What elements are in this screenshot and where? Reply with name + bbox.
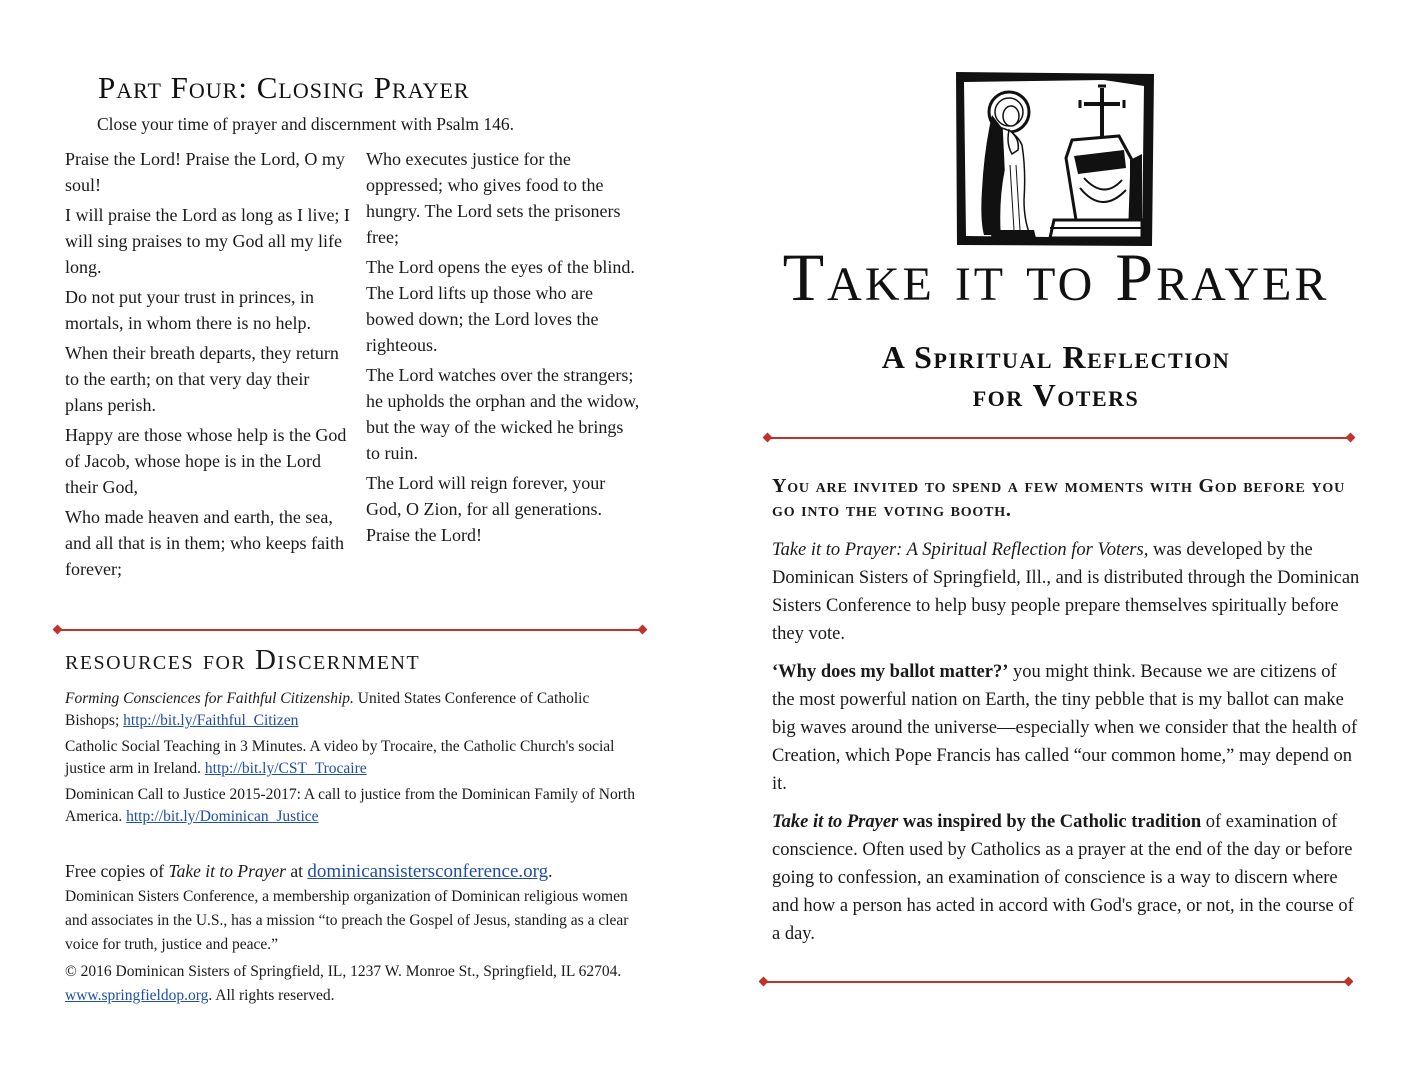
- closing-prayer-title: Part Four: Closing Prayer: [98, 70, 470, 105]
- psalm-verse: The Lord opens the eyes of the blind. The Lord lifts up those who are bowed down; the Lord loves the righteous.: [366, 257, 635, 355]
- psalm-verse: Praise the Lord! Praise the Lord, O my soul!: [65, 149, 345, 195]
- resource-link[interactable]: http://bit.ly/CST_Trocaire: [204, 760, 367, 777]
- closing-prayer-intro: Close your time of prayer and discernment with Psalm 146.: [97, 114, 515, 134]
- psalm-column-2: [366, 146, 641, 552]
- intro-paragraph-1: [772, 536, 1362, 648]
- right-panel: [704, 0, 1408, 1088]
- free-copies-period: .: [548, 861, 553, 881]
- psalm-verse: The Lord will reign forever, your God, O Zion, for all generations. Praise the Lord!: [366, 473, 606, 545]
- subtitle-line-1: A Spiritual Reflection: [881, 339, 1231, 375]
- resource-text: United States Conference of Catholic Bishops;: [65, 690, 590, 729]
- resource-item: [65, 736, 645, 780]
- free-copies-lead: Free copies of: [65, 861, 169, 881]
- psalm-verse: I will praise the Lord as long as I live; I will sing praises to my God all my life long.: [65, 205, 350, 277]
- resources-title: resources for Discernment: [65, 644, 421, 676]
- psalm-verse: Happy are those whose help is the God of Jacob, whose hope is in the Lord their God,: [65, 425, 347, 497]
- resource-link[interactable]: http://bit.ly/Dominican_Justice: [126, 808, 319, 825]
- subtitle: [704, 338, 1408, 414]
- free-copies-title: Take it to Prayer: [168, 861, 286, 881]
- resource-item: [65, 784, 645, 828]
- website-link[interactable]: www.springfieldop.org: [65, 987, 209, 1004]
- resource-link[interactable]: http://bit.ly/Faithful_Citizen: [123, 712, 299, 729]
- paragraph-text: you might think. Because we are citizens of the most powerful nation on Earth, the tiny pebble that is my ballot can make big waves around the universe—especially when we consider that the health of Creation, which Pope Francis has called “our common home,” may depend on it.: [772, 662, 1358, 794]
- subtitle-line-2: for Voters: [972, 377, 1140, 413]
- ballot-question: ‘Why does my ballot matter?’: [772, 662, 1009, 682]
- psalm-verse: Who made heaven and earth, the sea, and all that is in them; who keeps faith forever;: [65, 507, 344, 579]
- divider-rule: [768, 437, 1350, 439]
- psalm-column-1: [65, 146, 350, 586]
- psalm-verse: When their breath departs, they return to the earth; on that very day their plans perish.: [65, 343, 339, 415]
- psalm-verse: Do not put your trust in princes, in mortals, in whom there is no help.: [65, 287, 314, 333]
- paragraph-text: of examination of conscience. Often used by Catholics as a prayer at the end of the day or before going to confession, an examination of conscience is a way to discern where and how a person has acted in accord with God's grace, or not, in the course of a day.: [772, 812, 1354, 944]
- divider-rule: [764, 981, 1348, 983]
- psalm-verse: The Lord watches over the strangers; he upholds the orphan and the widow, but the way of the wicked he brings to ruin.: [366, 365, 640, 463]
- paragraph-text: was developed by the Dominican Sisters of Springfield, Ill., and is distributed through the Dominican Sisters Conference to help busy people prepare themselves spiritually before they vote.: [772, 540, 1360, 644]
- conference-link[interactable]: dominicansistersconference.org: [307, 861, 549, 882]
- booklet-title: Take it to Prayer: A Spiritual Reflection for Voters,: [772, 540, 1149, 560]
- resource-text: Dominican Call to Justice 2015-2017: A call to justice from the Dominican Family of North America.: [65, 786, 635, 825]
- intro-body: [772, 536, 1362, 958]
- divider-rule: [58, 629, 642, 631]
- inspiration-text: was inspired by the Catholic tradition: [898, 812, 1202, 832]
- resource-text: Catholic Social Teaching in 3 Minutes. A video by Trocaire, the Catholic Church's social justice arm in Ireland.: [65, 738, 615, 777]
- invitation-text: You are invited to spend a few moments with God before you go into the voting booth.: [772, 475, 1345, 521]
- copyright-tail: . All rights reserved.: [208, 987, 335, 1004]
- psalm-verse: Who executes justice for the oppressed; who gives food to the hungry. The Lord sets the prisoners free;: [366, 149, 621, 247]
- free-copies-at: at: [285, 861, 308, 881]
- resources-list: [65, 688, 645, 832]
- resource-title: Forming Consciences for Faithful Citizenship.: [65, 690, 354, 707]
- praying-saint-illustration: [954, 70, 1156, 248]
- copyright-text: © 2016 Dominican Sisters of Springfield, IL, 1237 W. Monroe St., Springfield, IL 62704.: [65, 963, 622, 980]
- resource-item: [65, 688, 645, 732]
- booklet-title: Take it to Prayer: [772, 812, 899, 832]
- main-title: Take it to Prayer: [782, 239, 1330, 315]
- copyright: [65, 960, 635, 1008]
- conference-description: Dominican Sisters Conference, a membership organization of Dominican religious women and associates in the U.S., has a mission “to preach the Gospel of Jesus, standing as a clear voice for truth, justice and peace.”: [65, 888, 629, 953]
- free-copies-block: [65, 859, 635, 957]
- intro-paragraph-3: [772, 808, 1362, 948]
- intro-paragraph-2: [772, 658, 1362, 798]
